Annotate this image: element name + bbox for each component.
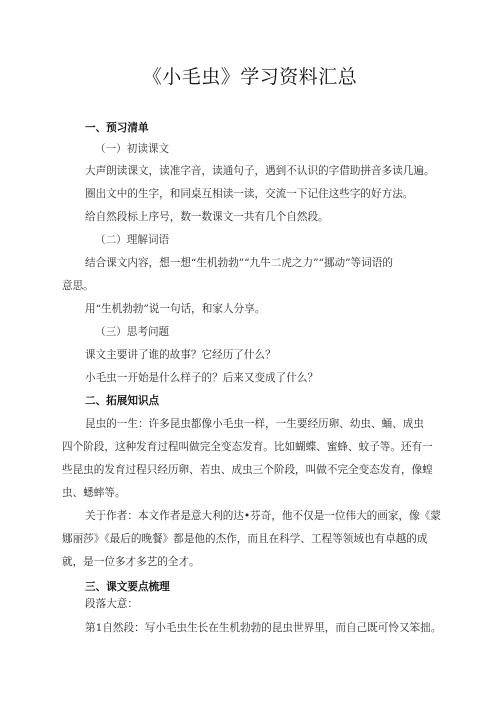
- paragraph-text: 娜丽莎》《最后的晚餐》都是他的杰作，而且在科学、工程等领域也有卓越的成: [62, 533, 428, 545]
- page-title: 《小毛虫》学习资料汇总: [142, 66, 358, 88]
- subheading-questions: （三）思考问题: [95, 326, 170, 338]
- paragraph-text: 些昆虫的发育过程只经历卵、若虫、成虫三个阶段，叫做不完全变态发育，像蝗: [62, 464, 433, 476]
- paragraph-text: 意思。: [62, 280, 94, 292]
- section-heading-extension: 二、拓展知识点: [85, 395, 160, 407]
- paragraph-text: 就，是一位多才多艺的全才。: [62, 556, 200, 568]
- paragraph-text: 课文主要讲了谁的故事？它经历了什么？: [85, 349, 276, 361]
- paragraph-text: 圈出文中的生字，和同桌互相读一读，交流一下记住这些字的好方法。: [85, 188, 414, 200]
- section-heading-preview: 一、预习清单: [85, 122, 149, 134]
- paragraph-text: 昆虫的一生：许多昆虫都像小毛虫一样，一生要经历卵、幼虫、蛹、成虫: [85, 418, 424, 430]
- paragraph-text: 结合课文内容，想一想“生机勃勃”“九牛二虎之力”“挪动”等词语的: [85, 257, 393, 269]
- section-heading-key-points: 三、课文要点梳理: [85, 581, 170, 593]
- paragraph-text: 用“生机勃勃”说一句话，和家人分享。: [85, 303, 266, 315]
- paragraph-text: 四个阶段，这种发育过程叫做完全变态发育。比如蝴蝶、蜜蜂、蚊子等。还有一: [62, 441, 433, 453]
- paragraph-text: 段落大意：: [85, 598, 138, 610]
- paragraph-text: 大声朗读课文，读准字音，读通句子，遇到不认识的字借助拼音多读几遍。: [85, 165, 435, 177]
- paragraph-text: 第1自然段：写小毛虫生长在生机勃勃的昆虫世界里，而自己既可怜又笨拙。: [85, 622, 442, 634]
- subheading-first-reading: （一）初读课文: [95, 143, 170, 155]
- paragraph-text: 给自然段标上序号，数一数课文一共有几个自然段。: [85, 211, 329, 223]
- subheading-vocabulary: （二）理解词语: [95, 234, 170, 246]
- paragraph-text: 小毛虫一开始是什么样子的？后来又变成了什么？: [85, 372, 319, 384]
- paragraph-text: 虫、蟋蟀等。: [62, 487, 126, 499]
- paragraph-text: 关于作者：本文作者是意大利的达•芬奇，他不仅是一位伟大的画家，像《蒙: [85, 510, 441, 522]
